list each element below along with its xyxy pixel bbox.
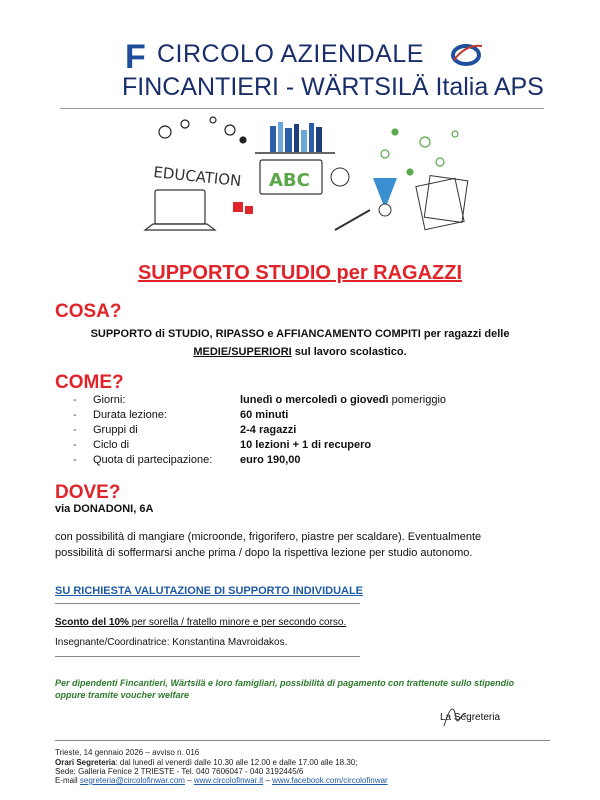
education-illustration <box>135 112 475 242</box>
come-item-value: euro 190,00 <box>240 454 301 466</box>
come-item-label: Giorni: <box>93 394 126 406</box>
cosa-description-line2 <box>0 346 600 358</box>
footer-separator: – <box>263 776 273 785</box>
list-dash: - <box>73 409 77 421</box>
pencil-icon <box>335 210 370 230</box>
abc-label: ABC <box>269 170 310 191</box>
papers-icon <box>416 176 468 230</box>
logo-swoosh-icon <box>448 40 484 68</box>
globe-icon <box>331 168 349 186</box>
footer-separator: – <box>184 776 194 785</box>
dove-address: via DONADONI, 6A <box>55 503 154 515</box>
dove-note-line2: possibilità di soffermarsi anche prima / dopo la rispettiva lezione per studio autonomo. <box>55 547 473 559</box>
section-heading-come: COME? <box>55 372 124 393</box>
come-item-label: Ciclo di <box>93 439 130 451</box>
signature: La Segreteria <box>440 712 501 723</box>
come-item-value: 60 minuti <box>240 409 289 421</box>
footer-hours-text: : dal lunedì al venerdì dalle 10.30 alle 12.00 e dalle 17.00 alle 18.30; <box>115 758 358 767</box>
dove-note-line1: con possibilità di mangiare (microonde, frigorifero, piastre per scaldare). Eventualmente <box>55 531 482 543</box>
organization-subtitle: FINCANTIERI - WÄRTSILÄ Italia APS <box>122 73 544 101</box>
come-item-durata <box>73 409 289 421</box>
footer-hours <box>55 758 357 767</box>
footer-date: Trieste, 14 gennaio 2026 – avviso n. 016 <box>55 748 200 757</box>
list-dash: - <box>73 439 77 451</box>
pagamento-line1: Per dipendenti Fincantieri, Wärtsilä e loro famigliari, possibilità di pagamento con trattenute sullo stipendio <box>55 678 515 688</box>
sconto-text <box>55 617 346 628</box>
footer-contacts <box>55 776 388 785</box>
come-item-value: 2-4 ragazzi <box>240 424 297 436</box>
come-item-gruppi <box>73 424 297 436</box>
education-label: EDUCATION <box>152 163 243 191</box>
sconto-rest: per sorella / fratello minore e per secondo corso. <box>128 617 347 628</box>
come-item-label: Durata lezione: <box>93 409 167 421</box>
come-item-label: Gruppi di <box>93 424 138 436</box>
footer-email-label: E-mail <box>55 776 80 785</box>
blackboard-icon <box>260 160 322 194</box>
footer-hours-label: Orari Segreteria <box>55 758 116 767</box>
come-item-ciclo <box>73 439 372 451</box>
section-heading-dove: DOVE? <box>55 482 121 503</box>
come-item-value: 10 lezioni + 1 di recupero <box>240 439 372 451</box>
insegnante-text: Insegnante/Coordinatrice: Konstantina Mavroidakos. <box>55 637 288 648</box>
pagamento-line2: oppure tramite voucher welfare <box>55 690 190 700</box>
come-item-value-extra: pomeriggio <box>388 394 447 406</box>
cosa-underlined-text: MEDIE/SUPERIORI <box>193 346 292 358</box>
cosa-description-line1: SUPPORTO di STUDIO, RIPASSO e AFFIANCAMENTO COMPITI per ragazzi delle <box>90 328 510 340</box>
footer-email-link[interactable]: segreteria@circolofinwar.com <box>79 776 185 785</box>
footer-facebook-link[interactable]: www.facebook.com/circolofinwar <box>272 776 388 785</box>
organization-name: CIRCOLO AZIENDALE <box>157 40 424 68</box>
footer-website-link[interactable]: www.circolofinwar.it <box>193 776 264 785</box>
laptop-icon <box>145 190 215 230</box>
header-divider <box>60 108 544 109</box>
sconto-bold: Sconto del 10% <box>55 617 129 628</box>
section-divider <box>55 603 360 604</box>
logo-letter: F <box>125 38 146 76</box>
bubble-decoration <box>159 117 458 175</box>
section-divider <box>55 656 360 657</box>
signature-scribble-icon <box>440 700 480 730</box>
come-item-quota <box>73 454 301 466</box>
list-dash: - <box>73 394 77 406</box>
footer-address: Sede: Galleria Fenice 2 TRIESTE - Tel. 040 7606047 - 040 3192445/6 <box>55 767 304 776</box>
page-title: SUPPORTO STUDIO per RAGAZZI <box>137 262 463 284</box>
footer-divider <box>55 740 550 741</box>
books-icon <box>255 122 335 153</box>
come-item-label: Quota di partecipazione: <box>93 454 213 466</box>
section-heading-cosa: COSA? <box>55 301 122 322</box>
list-dash: - <box>73 424 77 436</box>
supporto-individuale-link: SU RICHIESTA VALUTAZIONE DI SUPPORTO INDIVIDUALE <box>55 585 364 597</box>
cosa-rest-text: sul lavoro scolastico. <box>291 346 407 358</box>
list-dash: - <box>73 454 77 466</box>
lab-flask-icon <box>233 178 397 216</box>
come-item-value: lunedì o mercoledì o giovedì <box>240 394 389 406</box>
come-item-giorni <box>73 394 447 406</box>
